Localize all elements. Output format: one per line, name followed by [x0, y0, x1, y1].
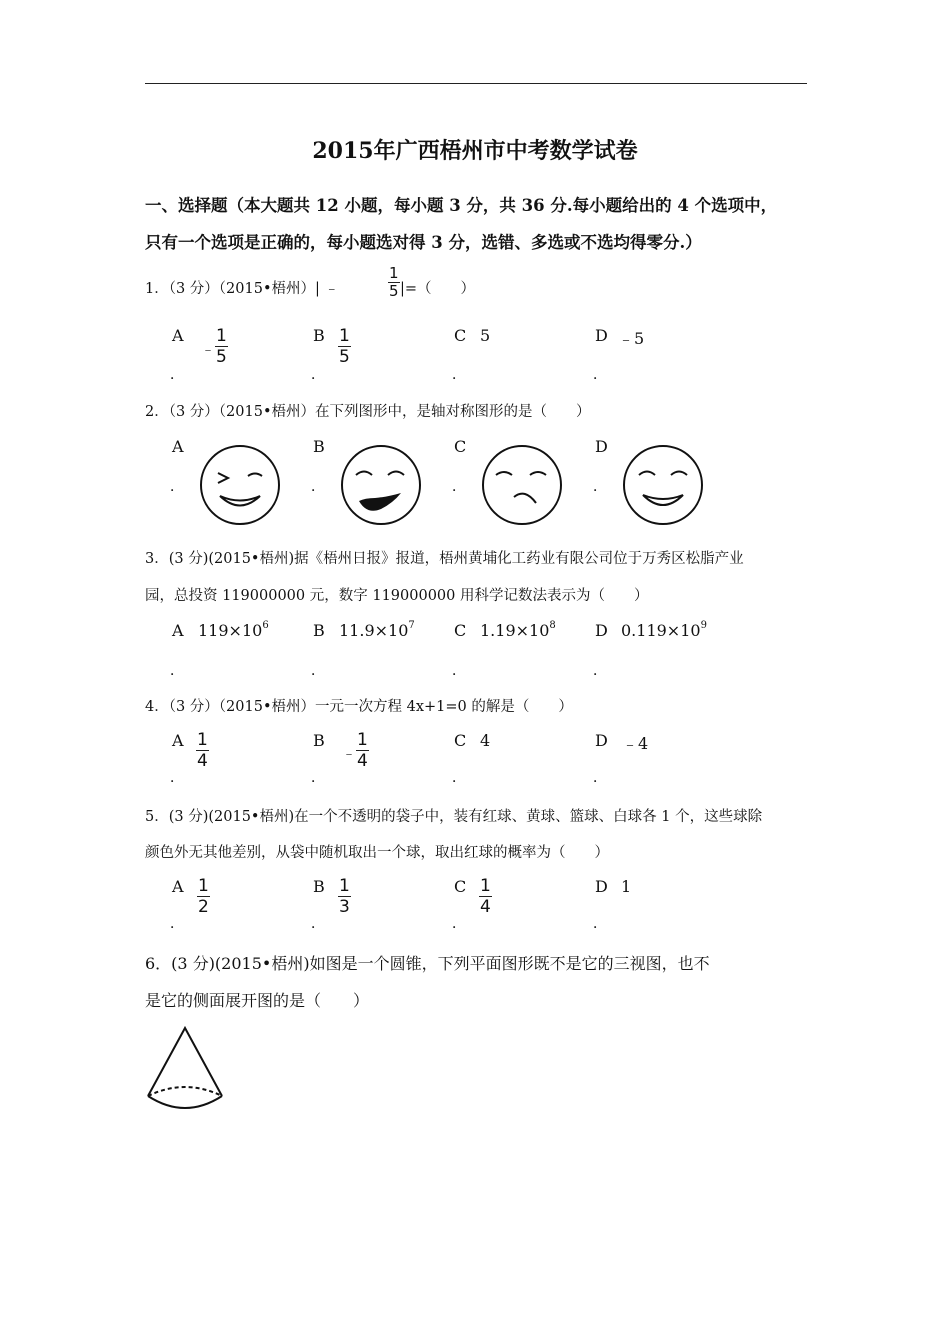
face-a-figure	[198, 443, 282, 527]
frac-den: 5	[216, 347, 227, 367]
q1-option-a-label: A	[172, 326, 184, 345]
q3-option-d-value	[621, 621, 707, 640]
face-c-figure	[480, 443, 564, 527]
q3-option-b-label: B	[313, 621, 325, 640]
q5-option-b-label: B	[313, 877, 325, 896]
frac-num: 1	[198, 876, 209, 896]
q3-option-c-value	[480, 621, 556, 640]
q1-option-a-fraction	[215, 327, 228, 366]
q1-prefix: 1．（3 分）（2015•梧州）| ﹣	[145, 281, 340, 297]
q3-option-a-label: A	[172, 621, 184, 640]
q4-option-c-label: C	[454, 731, 467, 750]
frac-num: 1	[197, 730, 208, 750]
q1-option-b-fraction	[338, 327, 351, 366]
q5-dot-d: ．	[593, 916, 607, 932]
q2-text: 2．（3 分）（2015•梧州）在下列图形中，是轴对称图形的是（ ）	[145, 404, 591, 420]
q3-dot-d: ．	[593, 663, 607, 679]
q1-dot-b: ．	[311, 367, 325, 383]
q4-dot-b: ．	[311, 770, 325, 786]
q3-dot-c: ．	[452, 663, 466, 679]
sci-base: 1.19×10	[480, 621, 550, 640]
q3-option-c-label: C	[454, 621, 467, 640]
sci-base: 119×10	[198, 621, 263, 640]
frac-den: 4	[480, 897, 491, 917]
q1-dot-a: ．	[170, 367, 184, 383]
q2-option-a-label: A	[172, 437, 184, 456]
q4-text: 4．（3 分）（2015•梧州）一元一次方程 4x+1=0 的解是（ ）	[145, 699, 573, 715]
q1-option-d-label: D	[595, 326, 608, 345]
q1-option-a-minus: ﹣	[201, 342, 215, 358]
q4-dot-a: ．	[170, 770, 184, 786]
frac-num: 1	[216, 326, 227, 346]
header-rule	[145, 83, 807, 84]
q5-text-line1: 5．(3 分)(2015•梧州)在一个不透明的袋子中，装有红球、黄球、篮球、白球各 1 个，这些球除	[145, 809, 763, 825]
q3-dot-b: ．	[311, 663, 325, 679]
frac-den: 2	[198, 897, 209, 917]
q5-option-d-value: 1	[621, 877, 632, 896]
q4-option-b-fraction	[356, 731, 369, 770]
q1-option-c-value: 5	[480, 326, 491, 345]
q6-text-line1: 6．(3 分)(2015•梧州)如图是一个圆锥，下列平面图形既不是它的三视图，也不	[145, 954, 710, 973]
q3-option-d-label: D	[595, 621, 608, 640]
frac-num: 1	[480, 876, 491, 896]
sci-exponent: 6	[262, 620, 269, 631]
q3-option-a-value	[198, 621, 269, 640]
q2-option-b-label: B	[313, 437, 325, 456]
sci-exponent: 8	[549, 620, 556, 631]
q4-dot-d: ．	[593, 770, 607, 786]
page-title: 2015年广西梧州市中考数学试卷	[312, 138, 638, 164]
cone-figure	[140, 1022, 230, 1114]
q1-frac-den: 5	[389, 282, 399, 300]
sci-base: 0.119×10	[621, 621, 701, 640]
face-d-figure	[621, 443, 705, 527]
q1-option-d-value: ﹣5	[618, 329, 645, 348]
frac-den: 4	[197, 751, 208, 771]
q4-option-b-label: B	[313, 731, 325, 750]
q4-option-a-label: A	[172, 731, 184, 750]
q4-option-d-value: ﹣4	[622, 734, 649, 753]
q5-text-line2: 颜色外无其他差别，从袋中随机取出一个球，取出红球的概率为（ ）	[145, 845, 609, 861]
q1-dot-d: ．	[593, 367, 607, 383]
q5-dot-c: ．	[452, 916, 466, 932]
q2-dot-d: ．	[593, 479, 607, 495]
q1-option-c-label: C	[454, 326, 467, 345]
q2-option-c-label: C	[454, 437, 467, 456]
q6-text-line2: 是它的侧面展开图的是（ ）	[145, 991, 370, 1010]
frac-den: 3	[339, 897, 350, 917]
q2-option-d-label: D	[595, 437, 608, 456]
frac-den: 4	[357, 751, 368, 771]
q5-dot-a: ．	[170, 916, 184, 932]
q5-option-b-fraction	[338, 877, 351, 916]
sci-base: 11.9×10	[339, 621, 409, 640]
q2-dot-a: ．	[170, 479, 184, 495]
sci-exponent: 7	[408, 620, 415, 631]
q1-frac-num: 1	[389, 264, 399, 282]
q3-text-line2: 园，总投资 119000000 元，数字 119000000 用科学记数法表示为（ ）	[145, 588, 649, 604]
q5-option-a-fraction	[197, 877, 210, 916]
frac-den: 5	[339, 347, 350, 367]
frac-num: 1	[339, 876, 350, 896]
q1-option-b-label: B	[313, 326, 325, 345]
q1-suffix: |=（ ）	[400, 281, 476, 297]
face-b-figure	[339, 443, 423, 527]
q2-dot-c: ．	[452, 479, 466, 495]
frac-num: 1	[357, 730, 368, 750]
q4-option-a-fraction	[196, 731, 209, 770]
q5-option-c-fraction	[479, 877, 492, 916]
q2-dot-b: ．	[311, 479, 325, 495]
q5-option-a-label: A	[172, 877, 184, 896]
q5-dot-b: ．	[311, 916, 325, 932]
frac-num: 1	[339, 326, 350, 346]
section-heading-line2: 只有一个选项是正确的，每小题选对得 3 分，选错、多选或不选均得零分.）	[145, 233, 702, 252]
section-heading-line1: 一、选择题（本大题共 12 小题，每小题 3 分，共 36 分.每小题给出的 4 个选项中，	[145, 196, 778, 215]
sci-exponent: 9	[700, 620, 707, 631]
q5-option-d-label: D	[595, 877, 608, 896]
q4-option-c-value: 4	[480, 731, 491, 750]
q4-option-b-minus: ﹣	[342, 746, 356, 762]
q3-option-b-value	[339, 621, 415, 640]
q1-dot-c: ．	[452, 367, 466, 383]
q3-text-line1: 3．(3 分)(2015•梧州)据《梧州日报》报道，梧州黄埔化工药业有限公司位于万秀区松脂产业	[145, 551, 744, 567]
q4-dot-c: ．	[452, 770, 466, 786]
q1-fraction	[388, 266, 400, 299]
q3-dot-a: ．	[170, 663, 184, 679]
q4-option-d-label: D	[595, 731, 608, 750]
q5-option-c-label: C	[454, 877, 467, 896]
